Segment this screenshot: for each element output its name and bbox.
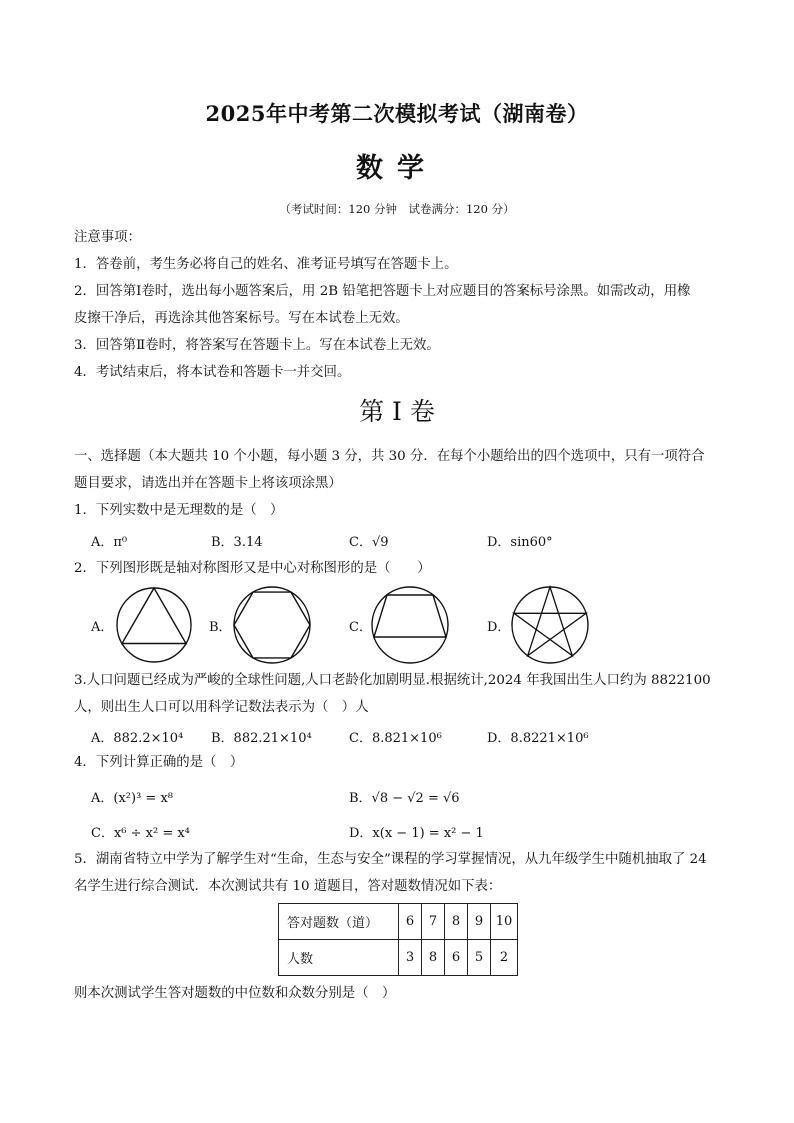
q4-option-c: C．x⁶ ÷ x² = x⁴ [91,826,190,841]
q1-stem: 1．下列实数中是无理数的是（ ） [74,503,284,518]
notice-item-1: 1．答卷前，考生务必将自己的姓名、准考证号填写在答题卡上。 [74,257,458,272]
q3-option-d: D．8.8221×10⁶ [487,731,589,746]
table-row [279,904,518,940]
q3-stem-cont: 人，则出生人口可以用科学记数法表示为（ ）人 [74,700,369,715]
q2-figure-d-star-in-circle [510,585,590,665]
q4-stem: 4．下列计算正确的是（ ） [74,755,244,770]
q4-option-d: D．x(x − 1) = x² − 1 [349,826,484,841]
q1-option-c: C．√9 [349,535,389,550]
table-header-cell: 人数 [279,940,399,976]
q1-option-b: B．3.14 [211,535,263,550]
table-cell: 7 [422,904,445,940]
q2-option-b: B． [209,620,232,635]
q3-option-b: B．882.21×10⁴ [211,731,312,746]
notice-item-2-cont: 皮擦干净后，再选涂其他答案标号。写在本试卷上无效。 [74,311,409,326]
section-instructions-cont: 题目要求，请选出并在答题卡上将该项涂黑） [74,476,342,491]
q2-option-d: D． [487,620,511,635]
q4-option-a: A．(x²)³ = x⁸ [91,791,173,806]
table-cell: 2 [491,940,518,976]
q2-figure-c-trapezoid-in-circle [370,585,450,665]
table-row [279,940,518,976]
q2-stem: 2．下列图形既是轴对称图形又是中心对称图形的是（ ） [74,561,431,576]
notice-item-4: 4．考试结束后，将本试卷和答题卡一并交回。 [74,365,351,380]
q2-figure-a-triangle-in-circle [115,586,193,664]
q2-option-c: C． [349,620,372,635]
exam-info: （考试时间：120 分钟 试卷满分：120 分） [279,202,515,216]
q5-score-table [278,903,518,976]
table-cell: 8 [445,904,468,940]
q1-option-d: D．sin60° [487,535,553,550]
table-cell: 9 [468,904,491,940]
q2-figure-b-hexagon-in-circle [232,585,312,665]
notice-heading: 注意事项： [74,230,141,245]
q3-stem: 3.人口问题已经成为严峻的全球性问题,人口老龄化加剧明显.根据统计,2024 年我国出生人口约为 8822100 [74,673,711,688]
table-header-cell: 答对题数（道） [279,904,399,940]
table-cell: 10 [491,904,518,940]
q3-option-c: C．8.821×10⁶ [349,731,442,746]
q4-option-b: B．√8 − √2 = √6 [349,791,460,806]
table-cell: 6 [399,904,422,940]
notice-item-3: 3．回答第Ⅱ卷时，将答案写在答题卡上。写在本试卷上无效。 [74,338,440,353]
notice-item-2: 2．回答第Ⅰ卷时，选出每小题答案后，用 2B 铅笔把答题卡上对应题目的答案标号涂黑。如需改动，用橡 [74,284,691,299]
table-cell: 6 [445,940,468,976]
q1-option-a: A．π⁰ [91,535,128,550]
q5-stem: 5．湖南省特立中学为了解学生对“生命，生态与安全”课程的学习掌握情况，从九年级学生中随机抽取了 24 [74,852,707,867]
subject-title: 数学 [356,153,438,184]
q2-option-a: A． [91,620,114,635]
table-cell: 5 [468,940,491,976]
table-cell: 3 [399,940,422,976]
section-instructions: 一、选择题（本大题共 10 个小题，每小题 3 分，共 30 分．在每个小题给出的四个选项中，只有一项符合 [74,449,705,464]
q3-option-a: A．882.2×10⁴ [91,731,184,746]
q5-question: 则本次测试学生答对题数的中位数和众数分别是（ ） [74,986,396,1001]
q5-stem-cont: 名学生进行综合测试．本次测试共有 10 道题目，答对题数情况如下表： [74,879,502,894]
section-title: 第 I 卷 [359,397,435,426]
table-cell: 8 [422,940,445,976]
exam-title: 2025年中考第二次模拟考试（湖南卷） [205,101,589,126]
